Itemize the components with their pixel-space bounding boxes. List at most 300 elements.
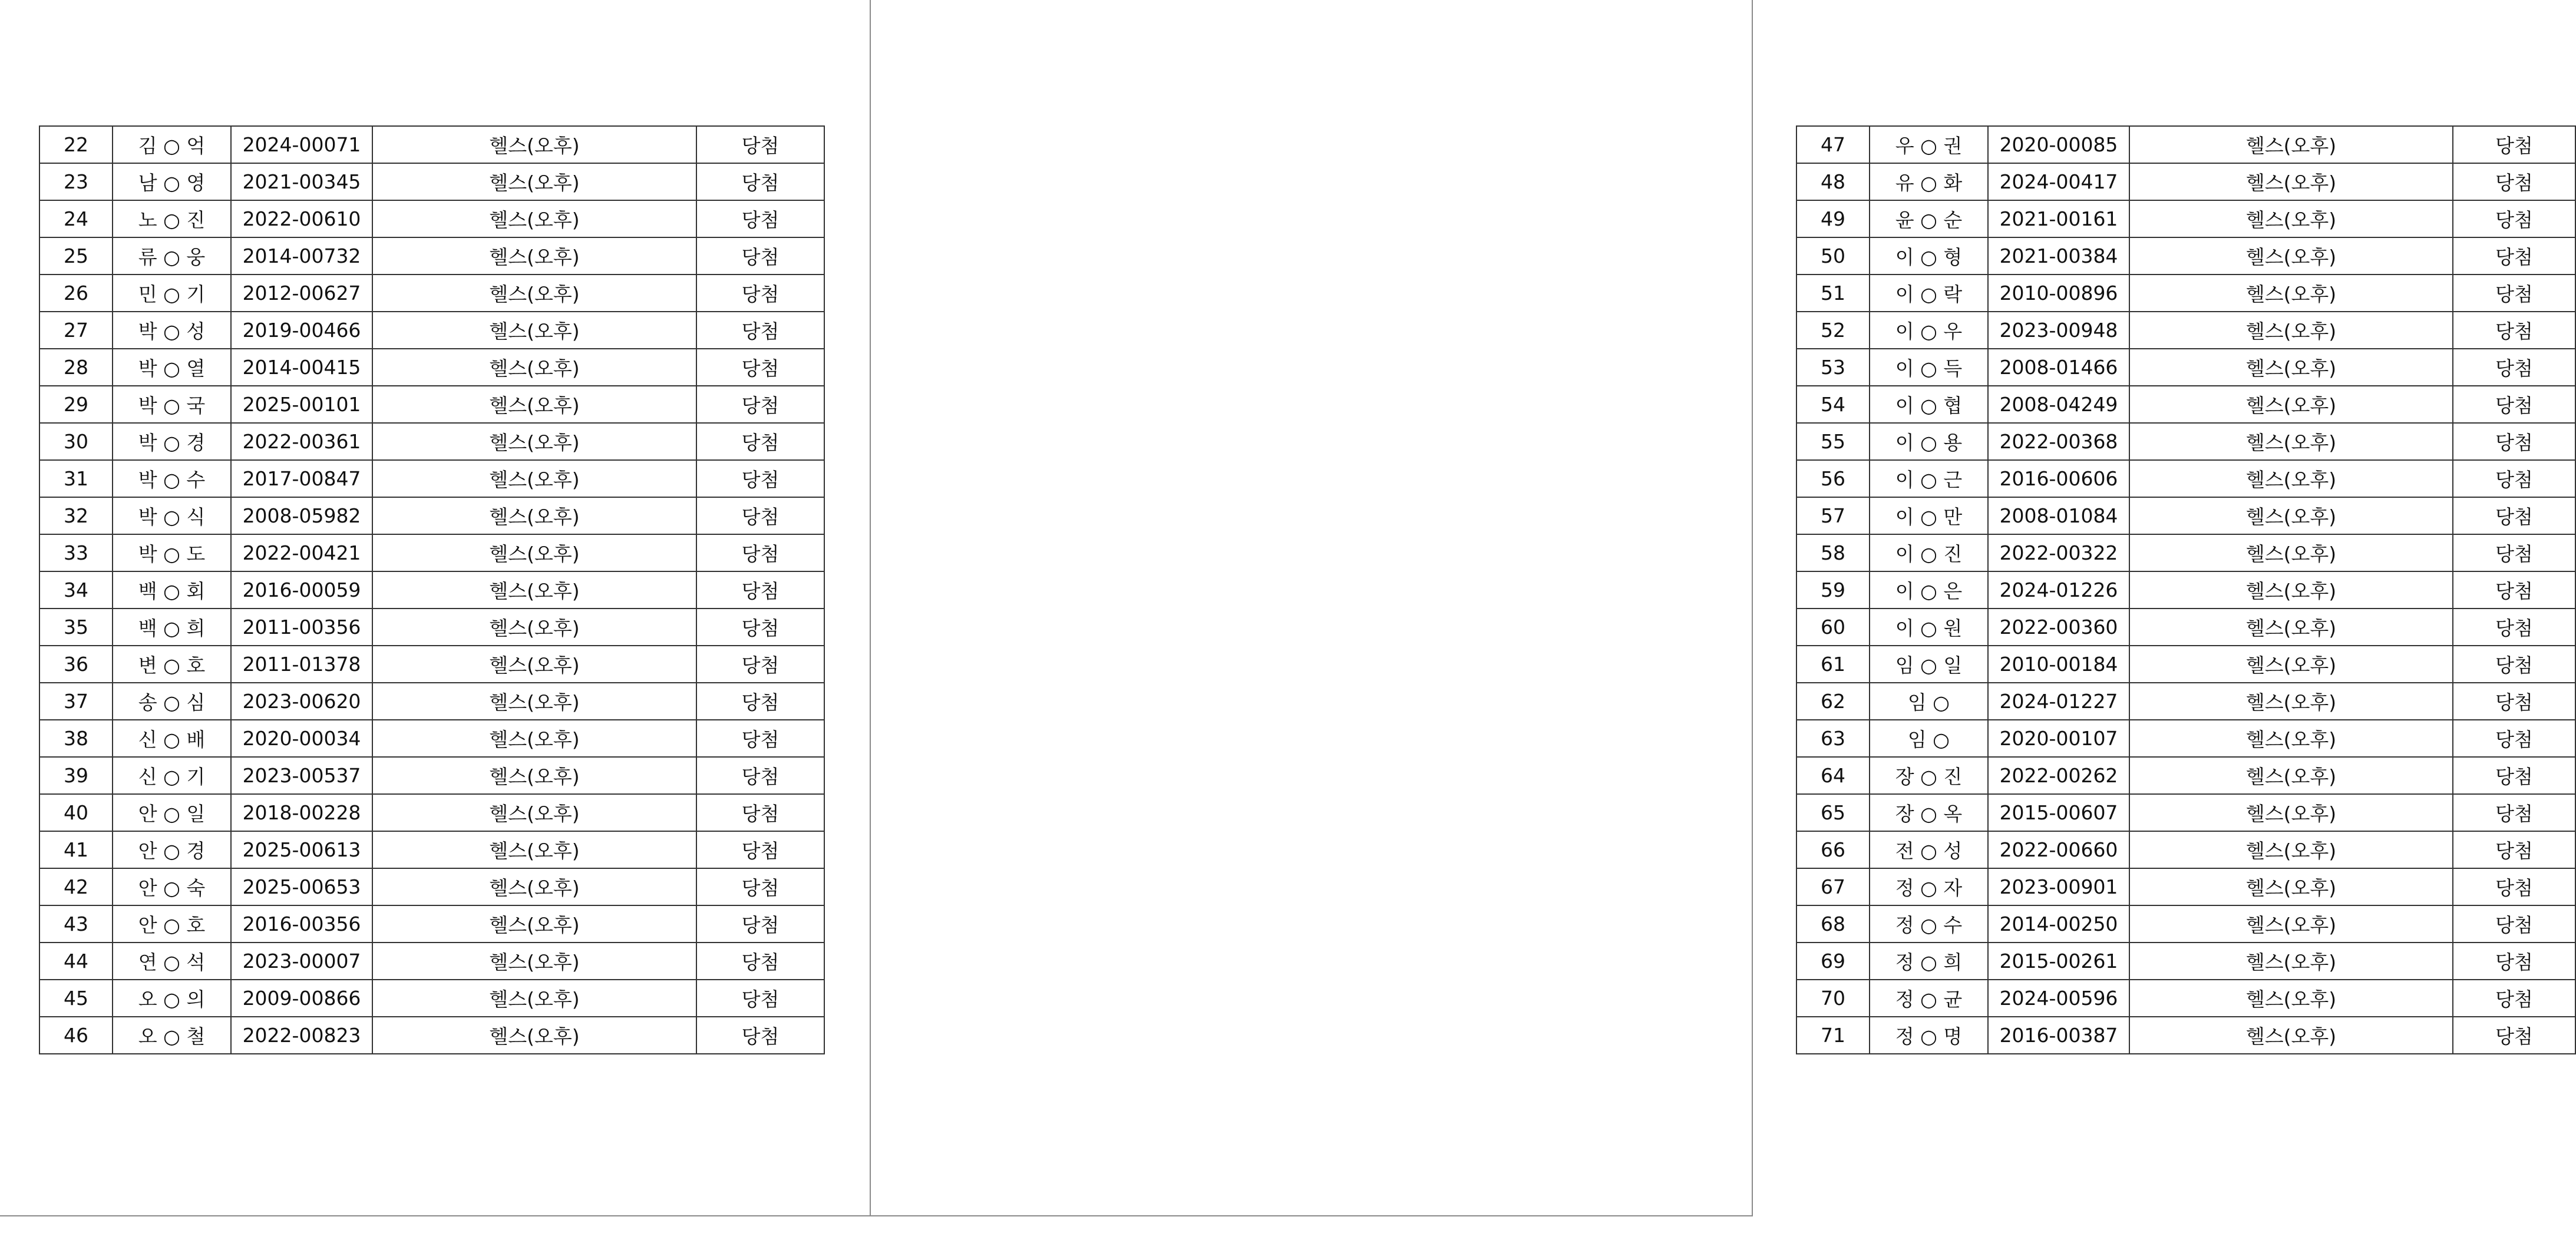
member-name-cell: 유 ○ 화: [1870, 163, 1988, 200]
member-name-cell: 박 ○ 도: [113, 534, 231, 571]
program-cell: 헬스(오후): [2129, 237, 2453, 275]
program-cell: 헬스(오후): [2129, 868, 2453, 905]
program-cell: 헬스(오후): [2129, 349, 2453, 386]
table-row: [1796, 646, 2575, 683]
program-cell: 헬스(오후): [372, 794, 696, 831]
member-name-cell: 류 ○ 웅: [113, 237, 231, 275]
member-name-cell: 안 ○ 호: [113, 905, 231, 943]
row-number-cell: 28: [39, 349, 113, 386]
member-id-cell: 2010-00184: [1988, 646, 2129, 683]
member-name-cell: 임 ○: [1870, 720, 1988, 757]
member-name-cell: 박 ○ 수: [113, 460, 231, 497]
member-name-cell: 윤 ○ 순: [1870, 200, 1988, 237]
member-id-cell: 2010-00896: [1988, 275, 2129, 312]
row-number-cell: 46: [39, 1017, 113, 1054]
table-row: [39, 794, 824, 831]
member-id-cell: 2022-00823: [231, 1017, 372, 1054]
program-cell: 헬스(오후): [372, 534, 696, 571]
table-row: [1796, 200, 2575, 237]
table-row: [39, 1017, 824, 1054]
table-row: [39, 312, 824, 349]
row-number-cell: 41: [39, 831, 113, 868]
row-number-cell: 57: [1796, 497, 1870, 534]
member-id-cell: 2024-00417: [1988, 163, 2129, 200]
row-number-cell: 37: [39, 683, 113, 720]
program-cell: 헬스(오후): [2129, 720, 2453, 757]
table-row: [39, 497, 824, 534]
table-row: [1796, 275, 2575, 312]
row-number-cell: 51: [1796, 275, 1870, 312]
program-cell: 헬스(오후): [2129, 646, 2453, 683]
row-number-cell: 68: [1796, 905, 1870, 943]
row-number-cell: 24: [39, 200, 113, 237]
row-number-cell: 33: [39, 534, 113, 571]
member-id-cell: 2020-00085: [1988, 126, 2129, 163]
program-cell: 헬스(오후): [2129, 980, 2453, 1017]
program-cell: 헬스(오후): [372, 868, 696, 905]
row-number-cell: 43: [39, 905, 113, 943]
member-name-cell: 이 ○ 근: [1870, 460, 1988, 497]
member-name-cell: 연 ○ 석: [113, 943, 231, 980]
row-number-cell: 25: [39, 237, 113, 275]
row-number-cell: 34: [39, 571, 113, 609]
row-number-cell: 70: [1796, 980, 1870, 1017]
result-cell: 당첨: [2453, 126, 2575, 163]
result-cell: 당첨: [2453, 497, 2575, 534]
program-cell: 헬스(오후): [2129, 683, 2453, 720]
program-cell: 헬스(오후): [2129, 609, 2453, 646]
row-number-cell: 44: [39, 943, 113, 980]
member-name-cell: 오 ○ 철: [113, 1017, 231, 1054]
result-cell: 당첨: [2453, 720, 2575, 757]
row-number-cell: 60: [1796, 609, 1870, 646]
table-row: [39, 980, 824, 1017]
row-number-cell: 31: [39, 460, 113, 497]
result-cell: 당첨: [696, 1017, 824, 1054]
result-cell: 당첨: [2453, 831, 2575, 868]
program-cell: 헬스(오후): [2129, 275, 2453, 312]
row-number-cell: 23: [39, 163, 113, 200]
table-row: [1796, 757, 2575, 794]
row-number-cell: 38: [39, 720, 113, 757]
row-number-cell: 22: [39, 126, 113, 163]
member-name-cell: 백 ○ 희: [113, 609, 231, 646]
member-id-cell: 2024-00596: [1988, 980, 2129, 1017]
row-number-cell: 47: [1796, 126, 1870, 163]
member-id-cell: 2016-00059: [231, 571, 372, 609]
table-row: [1796, 386, 2575, 423]
member-id-cell: 2015-00607: [1988, 794, 2129, 831]
member-id-cell: 2022-00262: [1988, 757, 2129, 794]
member-name-cell: 이 ○ 진: [1870, 534, 1988, 571]
result-cell: 당첨: [2453, 609, 2575, 646]
result-cell: 당첨: [696, 163, 824, 200]
table-row: [39, 200, 824, 237]
program-cell: 헬스(오후): [372, 237, 696, 275]
row-number-cell: 65: [1796, 794, 1870, 831]
program-cell: 헬스(오후): [2129, 163, 2453, 200]
member-id-cell: 2022-00660: [1988, 831, 2129, 868]
member-name-cell: 장 ○ 진: [1870, 757, 1988, 794]
table-row: [1796, 683, 2575, 720]
result-cell: 당첨: [696, 497, 824, 534]
result-cell: 당첨: [696, 275, 824, 312]
member-id-cell: 2022-00322: [1988, 534, 2129, 571]
member-name-cell: 장 ○ 옥: [1870, 794, 1988, 831]
member-id-cell: 2021-00345: [231, 163, 372, 200]
result-cell: 당첨: [2453, 757, 2575, 794]
member-id-cell: 2023-00948: [1988, 312, 2129, 349]
program-cell: 헬스(오후): [2129, 460, 2453, 497]
member-name-cell: 정 ○ 균: [1870, 980, 1988, 1017]
result-cell: 당첨: [2453, 423, 2575, 460]
member-id-cell: 2008-01084: [1988, 497, 2129, 534]
table-row: [39, 163, 824, 200]
result-cell: 당첨: [2453, 868, 2575, 905]
row-number-cell: 49: [1796, 200, 1870, 237]
table-row: [39, 349, 824, 386]
row-number-cell: 40: [39, 794, 113, 831]
member-id-cell: 2020-00034: [231, 720, 372, 757]
member-name-cell: 이 ○ 용: [1870, 423, 1988, 460]
result-cell: 당첨: [2453, 943, 2575, 980]
row-number-cell: 59: [1796, 571, 1870, 609]
program-cell: 헬스(오후): [2129, 905, 2453, 943]
table-row: [1796, 609, 2575, 646]
result-cell: 당첨: [2453, 646, 2575, 683]
table-row: [1796, 794, 2575, 831]
member-id-cell: 2022-00610: [231, 200, 372, 237]
member-name-cell: 임 ○ 일: [1870, 646, 1988, 683]
right-roster-body: [1796, 126, 2575, 1054]
member-name-cell: 노 ○ 진: [113, 200, 231, 237]
result-cell: 당첨: [696, 794, 824, 831]
program-cell: 헬스(오후): [372, 349, 696, 386]
row-number-cell: 54: [1796, 386, 1870, 423]
left-roster-body: [39, 126, 824, 1054]
member-name-cell: 이 ○ 협: [1870, 386, 1988, 423]
right-roster-table: [1796, 125, 2576, 1054]
result-cell: 당첨: [696, 312, 824, 349]
result-cell: 당첨: [696, 349, 824, 386]
table-row: [39, 126, 824, 163]
member-id-cell: 2009-00866: [231, 980, 372, 1017]
member-name-cell: 이 ○ 우: [1870, 312, 1988, 349]
row-number-cell: 30: [39, 423, 113, 460]
member-name-cell: 남 ○ 영: [113, 163, 231, 200]
member-name-cell: 김 ○ 억: [113, 126, 231, 163]
table-row: [1796, 571, 2575, 609]
member-name-cell: 이 ○ 만: [1870, 497, 1988, 534]
member-name-cell: 민 ○ 기: [113, 275, 231, 312]
program-cell: 헬스(오후): [372, 980, 696, 1017]
member-name-cell: 박 ○ 경: [113, 423, 231, 460]
result-cell: 당첨: [696, 534, 824, 571]
program-cell: 헬스(오후): [2129, 423, 2453, 460]
result-cell: 당첨: [2453, 683, 2575, 720]
result-cell: 당첨: [2453, 794, 2575, 831]
table-row: [39, 905, 824, 943]
member-name-cell: 이 ○ 형: [1870, 237, 1988, 275]
member-name-cell: 이 ○ 원: [1870, 609, 1988, 646]
row-number-cell: 26: [39, 275, 113, 312]
member-name-cell: 송 ○ 심: [113, 683, 231, 720]
program-cell: 헬스(오후): [372, 683, 696, 720]
member-id-cell: 2022-00368: [1988, 423, 2129, 460]
row-number-cell: 55: [1796, 423, 1870, 460]
member-name-cell: 정 ○ 수: [1870, 905, 1988, 943]
program-cell: 헬스(오후): [372, 163, 696, 200]
table-row: [39, 386, 824, 423]
row-number-cell: 42: [39, 868, 113, 905]
row-number-cell: 27: [39, 312, 113, 349]
result-cell: 당첨: [2453, 1017, 2575, 1054]
table-row: [39, 868, 824, 905]
table-row: [1796, 534, 2575, 571]
member-name-cell: 정 ○ 명: [1870, 1017, 1988, 1054]
member-id-cell: 2014-00250: [1988, 905, 2129, 943]
table-row: [1796, 237, 2575, 275]
member-name-cell: 신 ○ 배: [113, 720, 231, 757]
row-number-cell: 56: [1796, 460, 1870, 497]
member-id-cell: 2018-00228: [231, 794, 372, 831]
member-name-cell: 박 ○ 국: [113, 386, 231, 423]
table-row: [1796, 720, 2575, 757]
member-id-cell: 2008-05982: [231, 497, 372, 534]
result-cell: 당첨: [696, 646, 824, 683]
member-name-cell: 박 ○ 식: [113, 497, 231, 534]
program-cell: 헬스(오후): [2129, 312, 2453, 349]
result-cell: 당첨: [2453, 349, 2575, 386]
table-row: [39, 237, 824, 275]
member-id-cell: 2022-00360: [1988, 609, 2129, 646]
member-name-cell: 박 ○ 열: [113, 349, 231, 386]
table-row: [1796, 980, 2575, 1017]
table-row: [39, 943, 824, 980]
result-cell: 당첨: [2453, 200, 2575, 237]
program-cell: 헬스(오후): [372, 126, 696, 163]
row-number-cell: 58: [1796, 534, 1870, 571]
member-id-cell: 2022-00361: [231, 423, 372, 460]
member-name-cell: 안 ○ 일: [113, 794, 231, 831]
member-name-cell: 이 ○ 락: [1870, 275, 1988, 312]
member-id-cell: 2014-00732: [231, 237, 372, 275]
member-id-cell: 2011-01378: [231, 646, 372, 683]
program-cell: 헬스(오후): [2129, 200, 2453, 237]
member-id-cell: 2021-00161: [1988, 200, 2129, 237]
member-id-cell: 2014-00415: [231, 349, 372, 386]
member-id-cell: 2024-01226: [1988, 571, 2129, 609]
member-name-cell: 이 ○ 득: [1870, 349, 1988, 386]
result-cell: 당첨: [2453, 905, 2575, 943]
member-id-cell: 2023-00620: [231, 683, 372, 720]
table-row: [39, 646, 824, 683]
member-name-cell: 오 ○ 의: [113, 980, 231, 1017]
result-cell: 당첨: [696, 831, 824, 868]
member-id-cell: 2008-04249: [1988, 386, 2129, 423]
table-row: [39, 571, 824, 609]
member-id-cell: 2025-00613: [231, 831, 372, 868]
member-id-cell: 2020-00107: [1988, 720, 2129, 757]
member-id-cell: 2016-00356: [231, 905, 372, 943]
row-number-cell: 71: [1796, 1017, 1870, 1054]
table-row: [39, 831, 824, 868]
member-id-cell: 2015-00261: [1988, 943, 2129, 980]
table-row: [1796, 126, 2575, 163]
member-name-cell: 정 ○ 자: [1870, 868, 1988, 905]
table-row: [1796, 312, 2575, 349]
result-cell: 당첨: [696, 757, 824, 794]
program-cell: 헬스(오후): [372, 646, 696, 683]
member-name-cell: 신 ○ 기: [113, 757, 231, 794]
program-cell: 헬스(오후): [372, 905, 696, 943]
program-cell: 헬스(오후): [372, 423, 696, 460]
program-cell: 헬스(오후): [372, 571, 696, 609]
member-id-cell: 2017-00847: [231, 460, 372, 497]
row-number-cell: 39: [39, 757, 113, 794]
row-number-cell: 45: [39, 980, 113, 1017]
result-cell: 당첨: [2453, 460, 2575, 497]
member-id-cell: 2023-00901: [1988, 868, 2129, 905]
result-cell: 당첨: [696, 683, 824, 720]
result-cell: 당첨: [696, 423, 824, 460]
result-cell: 당첨: [2453, 386, 2575, 423]
program-cell: 헬스(오후): [2129, 1017, 2453, 1054]
member-id-cell: 2012-00627: [231, 275, 372, 312]
table-row: [1796, 831, 2575, 868]
member-name-cell: 안 ○ 경: [113, 831, 231, 868]
member-id-cell: 2019-00466: [231, 312, 372, 349]
program-cell: 헬스(오후): [2129, 943, 2453, 980]
program-cell: 헬스(오후): [372, 312, 696, 349]
table-row: [39, 720, 824, 757]
program-cell: 헬스(오후): [372, 720, 696, 757]
member-name-cell: 이 ○ 은: [1870, 571, 1988, 609]
row-number-cell: 50: [1796, 237, 1870, 275]
table-row: [1796, 497, 2575, 534]
result-cell: 당첨: [696, 237, 824, 275]
table-row: [39, 609, 824, 646]
member-id-cell: 2021-00384: [1988, 237, 2129, 275]
member-name-cell: 백 ○ 회: [113, 571, 231, 609]
member-id-cell: 2025-00101: [231, 386, 372, 423]
table-row: [39, 757, 824, 794]
program-cell: 헬스(오후): [2129, 571, 2453, 609]
program-cell: 헬스(오후): [2129, 386, 2453, 423]
member-id-cell: 2016-00387: [1988, 1017, 2129, 1054]
result-cell: 당첨: [696, 386, 824, 423]
program-cell: 헬스(오후): [372, 943, 696, 980]
row-number-cell: 62: [1796, 683, 1870, 720]
program-cell: 헬스(오후): [372, 386, 696, 423]
program-cell: 헬스(오후): [2129, 534, 2453, 571]
result-cell: 당첨: [696, 460, 824, 497]
member-id-cell: 2025-00653: [231, 868, 372, 905]
result-cell: 당첨: [696, 868, 824, 905]
table-row: [1796, 423, 2575, 460]
table-row: [1796, 868, 2575, 905]
row-number-cell: 61: [1796, 646, 1870, 683]
table-row: [1796, 1017, 2575, 1054]
program-cell: 헬스(오후): [2129, 757, 2453, 794]
program-cell: 헬스(오후): [2129, 497, 2453, 534]
member-id-cell: 2016-00606: [1988, 460, 2129, 497]
result-cell: 당첨: [2453, 163, 2575, 200]
result-cell: 당첨: [696, 905, 824, 943]
table-row: [1796, 349, 2575, 386]
row-number-cell: 35: [39, 609, 113, 646]
table-row: [39, 275, 824, 312]
member-name-cell: 변 ○ 호: [113, 646, 231, 683]
program-cell: 헬스(오후): [2129, 126, 2453, 163]
row-number-cell: 66: [1796, 831, 1870, 868]
member-name-cell: 정 ○ 희: [1870, 943, 1988, 980]
table-row: [1796, 460, 2575, 497]
program-cell: 헬스(오후): [372, 497, 696, 534]
program-cell: 헬스(오후): [372, 200, 696, 237]
row-number-cell: 67: [1796, 868, 1870, 905]
result-cell: 당첨: [2453, 312, 2575, 349]
program-cell: 헬스(오후): [372, 757, 696, 794]
program-cell: 헬스(오후): [372, 460, 696, 497]
program-cell: 헬스(오후): [372, 831, 696, 868]
member-name-cell: 전 ○ 성: [1870, 831, 1988, 868]
row-number-cell: 48: [1796, 163, 1870, 200]
row-number-cell: 63: [1796, 720, 1870, 757]
program-cell: 헬스(오후): [2129, 831, 2453, 868]
member-id-cell: 2008-01466: [1988, 349, 2129, 386]
result-cell: 당첨: [2453, 237, 2575, 275]
result-cell: 당첨: [2453, 275, 2575, 312]
member-id-cell: 2024-00071: [231, 126, 372, 163]
result-cell: 당첨: [696, 720, 824, 757]
result-cell: 당첨: [696, 609, 824, 646]
result-cell: 당첨: [696, 200, 824, 237]
result-cell: 당첨: [696, 126, 824, 163]
result-cell: 당첨: [696, 980, 824, 1017]
table-row: [1796, 943, 2575, 980]
table-row: [1796, 163, 2575, 200]
row-number-cell: 52: [1796, 312, 1870, 349]
table-row: [39, 534, 824, 571]
result-cell: 당첨: [2453, 980, 2575, 1017]
member-id-cell: 2011-00356: [231, 609, 372, 646]
row-number-cell: 36: [39, 646, 113, 683]
result-cell: 당첨: [696, 943, 824, 980]
program-cell: 헬스(오후): [2129, 794, 2453, 831]
table-row: [1796, 905, 2575, 943]
result-cell: 당첨: [696, 571, 824, 609]
member-name-cell: 우 ○ 권: [1870, 126, 1988, 163]
program-cell: 헬스(오후): [372, 1017, 696, 1054]
row-number-cell: 64: [1796, 757, 1870, 794]
row-number-cell: 29: [39, 386, 113, 423]
member-name-cell: 박 ○ 성: [113, 312, 231, 349]
table-row: [39, 460, 824, 497]
program-cell: 헬스(오후): [372, 275, 696, 312]
right-page: [871, 0, 2533, 1216]
member-id-cell: 2023-00537: [231, 757, 372, 794]
member-id-cell: 2024-01227: [1988, 683, 2129, 720]
row-number-cell: 32: [39, 497, 113, 534]
result-cell: 당첨: [2453, 534, 2575, 571]
left-page: [0, 0, 871, 1216]
row-number-cell: 69: [1796, 943, 1870, 980]
result-cell: 당첨: [2453, 571, 2575, 609]
left-roster-table: [39, 125, 825, 1054]
program-cell: 헬스(오후): [372, 609, 696, 646]
table-row: [39, 423, 824, 460]
